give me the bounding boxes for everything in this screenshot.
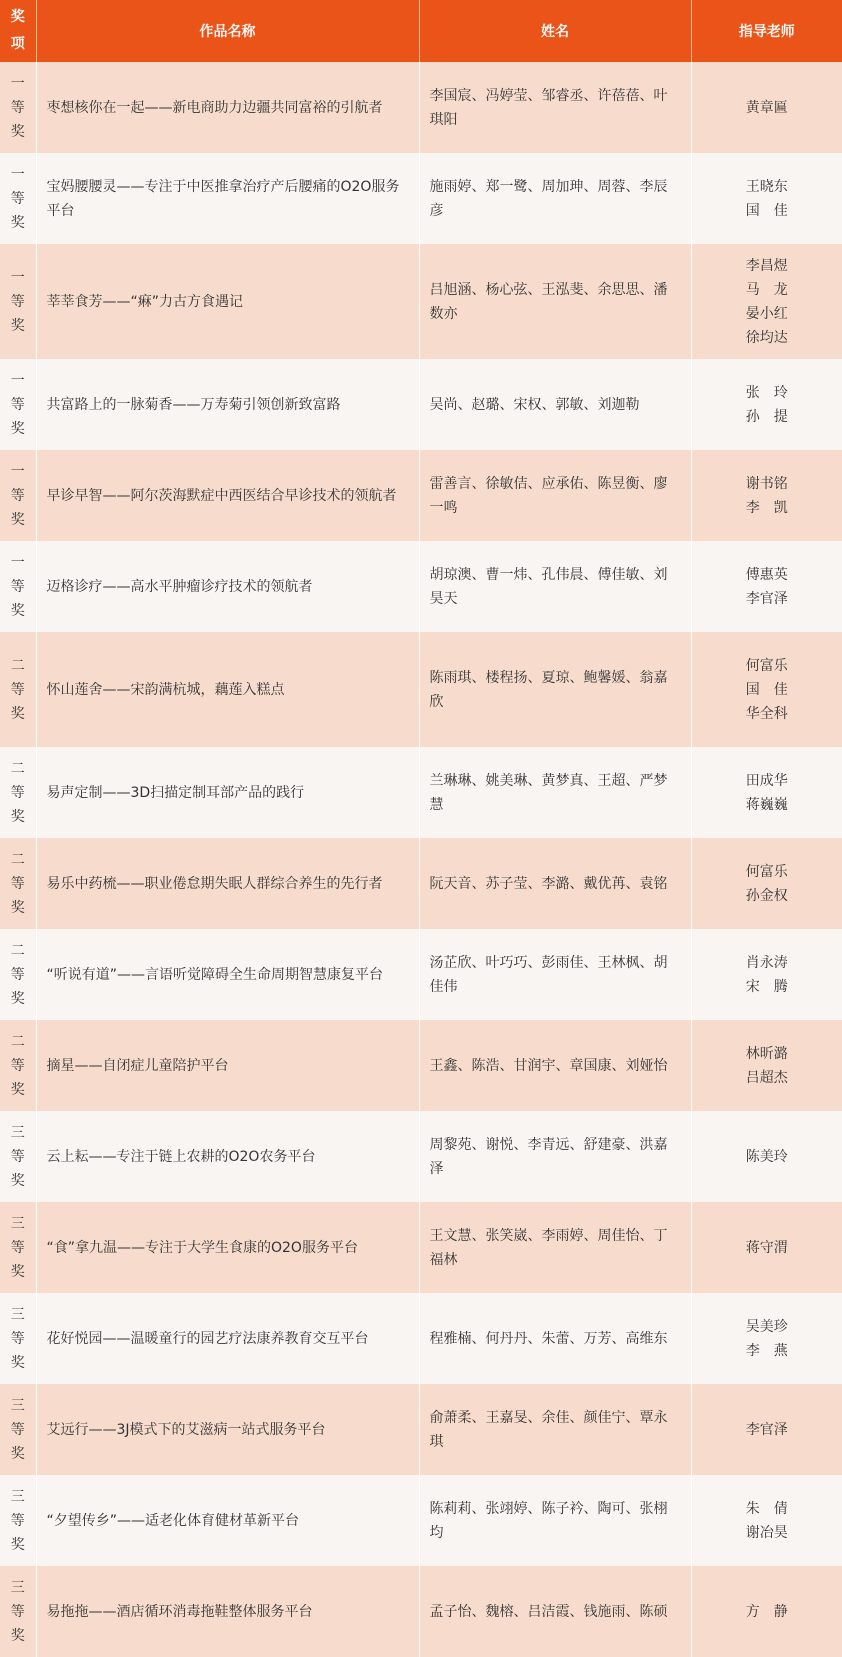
- mentor-cell: [691, 929, 842, 1020]
- mentor-cell: [691, 62, 842, 153]
- title-cell: “夕望传乡”——适老化体育健材革新平台: [36, 1475, 419, 1566]
- table-row: [0, 153, 842, 244]
- mentor-name: 蒋守渭: [692, 1236, 842, 1260]
- award-cell: 三 等 奖: [0, 1475, 36, 1566]
- title-cell: 易乐中药梳——职业倦怠期失眠人群综合养生的先行者: [36, 838, 419, 929]
- names-cell: 王文慧、张笑崴、李雨婷、周佳怡、丁福林: [419, 1202, 691, 1293]
- award-cell: 三 等 奖: [0, 1566, 36, 1657]
- mentor-cell: [691, 747, 842, 838]
- names-cell: 陈雨琪、楼程扬、夏琼、鲍馨媛、翁嘉欣: [419, 632, 691, 747]
- mentor-name: 吕超杰: [692, 1066, 842, 1090]
- table-row: [0, 1020, 842, 1111]
- mentor-name: 李 燕: [692, 1339, 842, 1363]
- header-award: 奖 项: [0, 0, 36, 62]
- award-cell: 二 等 奖: [0, 1020, 36, 1111]
- award-cell: 二 等 奖: [0, 747, 36, 838]
- names-cell: 兰琳琳、姚美琳、黄梦真、王超、严梦慧: [419, 747, 691, 838]
- mentor-cell: [691, 1566, 842, 1657]
- award-cell: 三 等 奖: [0, 1293, 36, 1384]
- mentor-cell: [691, 1293, 842, 1384]
- mentor-cell: [691, 450, 842, 541]
- mentor-cell: [691, 1111, 842, 1202]
- award-cell: 一 等 奖: [0, 153, 36, 244]
- table-row: [0, 62, 842, 153]
- mentor-name: 李官泽: [692, 587, 842, 611]
- mentor-name: 朱 倩: [692, 1497, 842, 1521]
- title-cell: 怀山莲舍——宋韵满杭城，藕莲入糕点: [36, 632, 419, 747]
- names-cell: 李国宸、冯婷莹、邹睿丞、许蓓蓓、叶琪阳: [419, 62, 691, 153]
- table-body: [0, 62, 842, 1657]
- award-cell: 三 等 奖: [0, 1111, 36, 1202]
- names-cell: 程雅楠、何丹丹、朱蕾、万芳、高维东: [419, 1293, 691, 1384]
- title-cell: 早诊早智——阿尔茨海默症中西医结合早诊技术的领航者: [36, 450, 419, 541]
- mentor-name: 徐均达: [692, 326, 842, 350]
- award-cell: 一 等 奖: [0, 359, 36, 450]
- mentor-cell: [691, 244, 842, 359]
- table-row: [0, 929, 842, 1020]
- mentor-name: 张 玲: [692, 381, 842, 405]
- names-cell: 汤芷欣、叶巧巧、彭雨佳、王林枫、胡佳伟: [419, 929, 691, 1020]
- mentor-name: 马 龙: [692, 278, 842, 302]
- names-cell: 周黎苑、谢悦、李青远、舒建豪、洪嘉泽: [419, 1111, 691, 1202]
- mentor-name: 谢冶昊: [692, 1521, 842, 1545]
- title-cell: 共富路上的一脉菊香——万寿菊引领创新致富路: [36, 359, 419, 450]
- title-cell: 迈格诊疗——高水平肿瘤诊疗技术的领航者: [36, 541, 419, 632]
- header-title: 作品名称: [36, 0, 419, 62]
- table-row: [0, 450, 842, 541]
- names-cell: 雷善言、徐敏佶、应承佑、陈昱衡、廖一鸣: [419, 450, 691, 541]
- table-row: [0, 1475, 842, 1566]
- title-cell: 易拖拖——酒店循环消毒拖鞋整体服务平台: [36, 1566, 419, 1657]
- mentor-cell: [691, 632, 842, 747]
- award-cell: 三 等 奖: [0, 1384, 36, 1475]
- mentor-name: 肖永涛: [692, 951, 842, 975]
- mentor-name: 华全科: [692, 702, 842, 726]
- title-cell: 莘莘食芳——“痳”力古方食遇记: [36, 244, 419, 359]
- mentor-name: 国 佳: [692, 678, 842, 702]
- names-cell: 吴尚、赵璐、宋权、郭敏、刘迦勒: [419, 359, 691, 450]
- table-row: [0, 838, 842, 929]
- title-cell: 枣想核你在一起——新电商助力边疆共同富裕的引航者: [36, 62, 419, 153]
- table-row: [0, 541, 842, 632]
- names-cell: 胡琼澳、曹一炜、孔伟晨、傅佳敏、刘昊天: [419, 541, 691, 632]
- mentor-name: 何富乐: [692, 654, 842, 678]
- mentor-cell: [691, 838, 842, 929]
- table-row: [0, 747, 842, 838]
- mentor-cell: [691, 153, 842, 244]
- mentor-name: 王晓东: [692, 175, 842, 199]
- mentor-name: 谢书铭: [692, 472, 842, 496]
- title-cell: 花好悦园——温暖童行的园艺疗法康养教育交互平台: [36, 1293, 419, 1384]
- mentor-name: 孙 提: [692, 405, 842, 429]
- mentor-name: 李官泽: [692, 1418, 842, 1442]
- table-row: [0, 359, 842, 450]
- names-cell: 俞萧柔、王嘉旻、余佳、颜佳宁、覃永琪: [419, 1384, 691, 1475]
- table-row: [0, 1111, 842, 1202]
- mentor-name: 蒋巍巍: [692, 793, 842, 817]
- title-cell: 宝妈腰腰灵——专注于中医推拿治疗产后腰痛的O2O服务平台: [36, 153, 419, 244]
- title-cell: 云上耘——专注于链上农耕的O2O农务平台: [36, 1111, 419, 1202]
- names-cell: 阮天音、苏子莹、李潞、戴优苒、袁铭: [419, 838, 691, 929]
- award-cell: 一 等 奖: [0, 244, 36, 359]
- table-header: [0, 0, 842, 62]
- mentor-name: 宋 腾: [692, 975, 842, 999]
- mentor-name: 国 佳: [692, 199, 842, 223]
- names-cell: 王鑫、陈浩、甘润宇、章国康、刘娅怡: [419, 1020, 691, 1111]
- mentor-name: 田成华: [692, 769, 842, 793]
- mentor-name: 何富乐: [692, 860, 842, 884]
- mentor-name: 陈美玲: [692, 1145, 842, 1169]
- mentor-name: 李昌煜: [692, 254, 842, 278]
- table-row: [0, 632, 842, 747]
- award-cell: 二 等 奖: [0, 632, 36, 747]
- table-row: [0, 1293, 842, 1384]
- mentor-cell: [691, 1475, 842, 1566]
- title-cell: 艾远行——3J模式下的艾滋病一站式服务平台: [36, 1384, 419, 1475]
- mentor-cell: [691, 359, 842, 450]
- header-names: 姓名: [419, 0, 691, 62]
- award-cell: 二 等 奖: [0, 838, 36, 929]
- award-cell: 一 等 奖: [0, 541, 36, 632]
- mentor-cell: [691, 1384, 842, 1475]
- names-cell: 施雨婷、郑一鹭、周加珅、周蓉、李辰彦: [419, 153, 691, 244]
- title-cell: 摘星——自闭症儿童陪护平台: [36, 1020, 419, 1111]
- mentor-name: 方 静: [692, 1600, 842, 1624]
- names-cell: 孟子怡、魏榕、吕洁霞、钱施雨、陈硕: [419, 1566, 691, 1657]
- mentor-cell: [691, 1020, 842, 1111]
- table-row: [0, 1384, 842, 1475]
- table-row: [0, 244, 842, 359]
- mentor-name: 孙金权: [692, 884, 842, 908]
- award-cell: 二 等 奖: [0, 929, 36, 1020]
- table-row: [0, 1202, 842, 1293]
- names-cell: 吕旭涵、杨心弦、王泓斐、余思思、潘数亦: [419, 244, 691, 359]
- mentor-name: 林昕潞: [692, 1042, 842, 1066]
- mentor-name: 傅惠英: [692, 563, 842, 587]
- award-cell: 三 等 奖: [0, 1202, 36, 1293]
- title-cell: “食”拿九温——专注于大学生食康的O2O服务平台: [36, 1202, 419, 1293]
- mentor-name: 李 凯: [692, 496, 842, 520]
- mentor-name: 晏小红: [692, 302, 842, 326]
- award-cell: 一 等 奖: [0, 450, 36, 541]
- mentor-cell: [691, 1202, 842, 1293]
- title-cell: “听说有道”——言语听觉障碍全生命周期智慧康复平台: [36, 929, 419, 1020]
- award-cell: 一 等 奖: [0, 62, 36, 153]
- title-cell: 易声定制——3D扫描定制耳部产品的践行: [36, 747, 419, 838]
- mentor-name: 吴美珍: [692, 1315, 842, 1339]
- mentor-name: 黄章匾: [692, 96, 842, 120]
- header-mentor: 指导老师: [691, 0, 842, 62]
- table-row: [0, 1566, 842, 1657]
- names-cell: 陈莉莉、张翊婷、陈子衿、陶可、张栩均: [419, 1475, 691, 1566]
- mentor-cell: [691, 541, 842, 632]
